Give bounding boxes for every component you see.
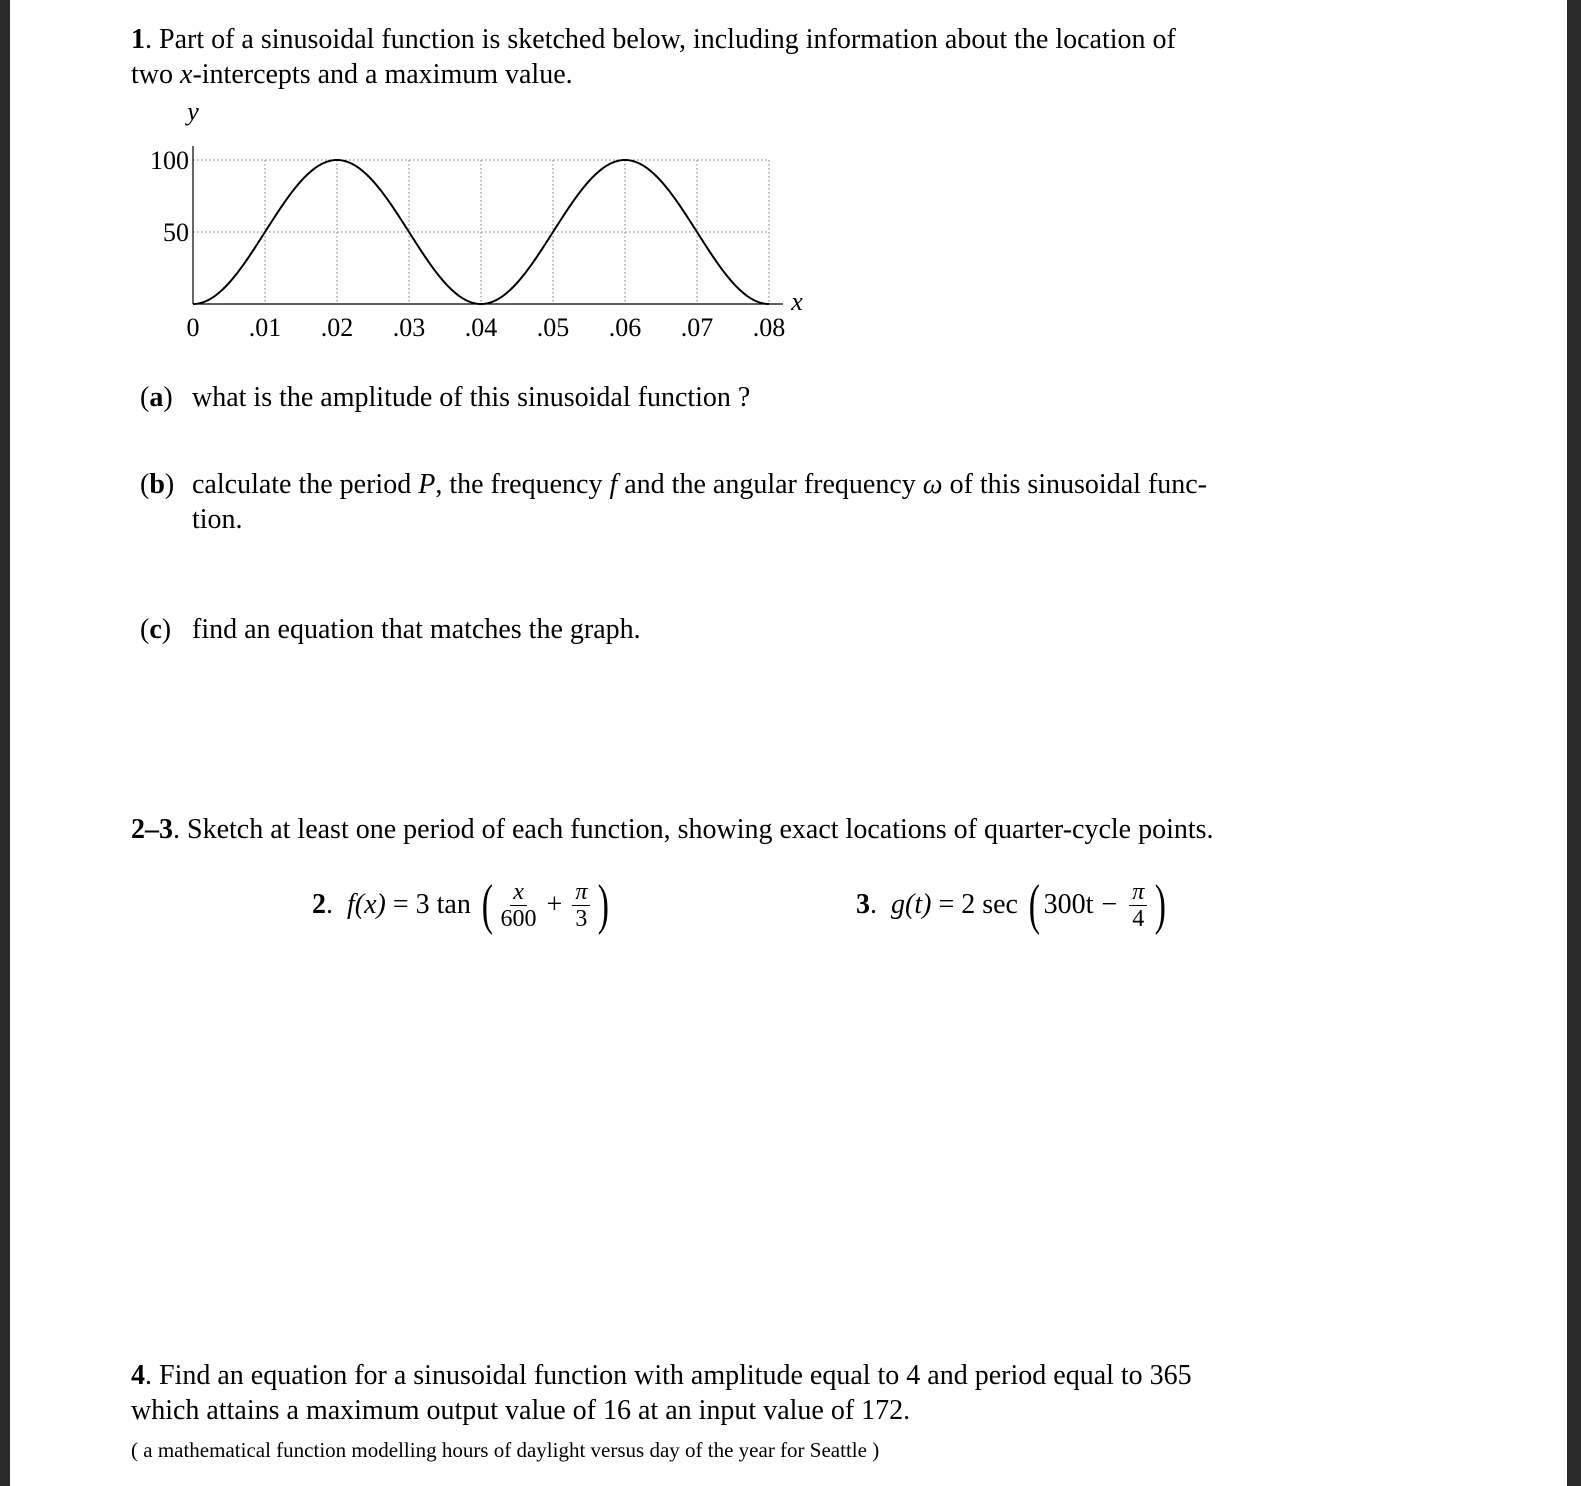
q1-part-b: (b) calculate the period P, the frequency f and the angular frequency ω of this sinusoidal func- tion. — [140, 469, 1207, 535]
q1-part-c: (c) find an equation that matches the graph. — [140, 614, 641, 645]
sinusoid-chart — [130, 92, 830, 362]
q4-note: ( a mathematical function modelling hours of daylight versus day of the year for Seattle ) — [131, 1438, 880, 1462]
x-axis-label: x — [791, 287, 803, 316]
x-tick-label: 0 — [186, 313, 200, 342]
y-axis-label: y — [187, 97, 199, 126]
window-right-border — [1567, 0, 1581, 1486]
x-tick-label: .05 — [536, 313, 570, 342]
x-tick-label: .04 — [464, 313, 498, 342]
equation-2: 2 . f(x) = 3 tan ( $\frac{x}{600}$ + $\frac{\pi}{3}$ ) — [312, 874, 610, 936]
y-tick-label: 100 — [150, 146, 189, 175]
x-tick-label: .02 — [320, 313, 354, 342]
q23-text: 2–3. Sketch at least one period of each function, showing exact locations of quarter-cycle points. — [131, 814, 1214, 845]
equation-3: 3 . g(t) = 2 sec ( 300t − $\frac{\pi}{4}$ ) — [856, 874, 1167, 936]
document-page — [10, 0, 1567, 1486]
fraction-x-over-600: $\frac{x}{600}$ — [500, 878, 537, 932]
window-left-border — [0, 0, 10, 1486]
fraction-pi-over-3: $\frac{\pi}{3}$ — [572, 879, 590, 932]
q1-part-a: (a) what is the amplitude of this sinusoidal function ? — [140, 382, 751, 413]
x-tick-label: .03 — [392, 313, 426, 342]
y-tick-label: 50 — [163, 218, 189, 247]
q1-text: 1. Part of a sinusoidal function is sketched below, including information about the location of two x-intercepts and a maximum value. — [131, 24, 1176, 90]
x-tick-label: .01 — [248, 313, 282, 342]
q4-number: 4 — [131, 1360, 145, 1391]
x-tick-label: .07 — [680, 313, 714, 342]
q23-number: 2–3 — [131, 814, 173, 845]
x-tick-label: .06 — [608, 313, 642, 342]
x-tick-label: .08 — [752, 313, 786, 342]
q4-text: 4. Find an equation for a sinusoidal function with amplitude equal to 4 and period equal to 365 which attains a maximum output value of 16 at an input value of 172. — [131, 1360, 1192, 1426]
fraction-pi-over-4: $\frac{\pi}{4}$ — [1129, 879, 1147, 932]
q1-number: 1 — [131, 24, 145, 55]
